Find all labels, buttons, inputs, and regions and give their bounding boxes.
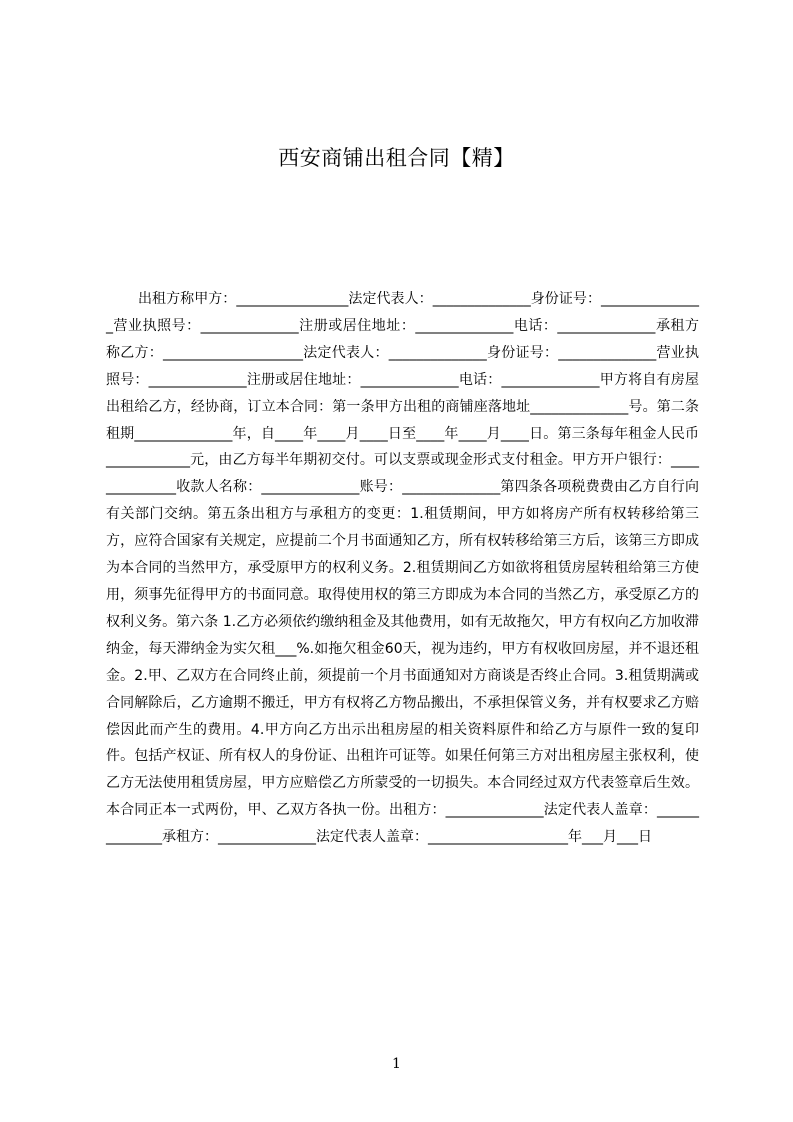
page-number: 1 [392,1056,401,1072]
document-title: 西安商铺出租合同【精】 [278,146,515,170]
contract-body: 出租方称甲方：________________法定代表人：______________身份证号：_______________营业执照号：______________注册或居住地址：______________电话：______________承租方称乙方：____________________法定代表人：______________身份证号：______________营业执照号：______________注册或居住地址：______________电话：______________甲方将自有房屋出租给乙方，经协商，订立本合同：第一条甲方出租的商铺座落地址______________号。第二条租期______________年，自____年____月____日至____年____月____日。第三条每年租金人民币____________元，由乙方每半年期初交付。可以支票或现金形式支付租金。甲方开户银行：______________收款人名称：______________账号：______________第四条各项税费费由乙方自行向有关部门交纳。第五条出租方与承租方的变更：1.租赁期间，甲方如将房产所有权转移给第三方，应符合国家有关规定，应提前二个月书面通知乙方，所有权转移给第三方后，该第三方即成为本合同的当然甲方，承受原甲方的权利义务。2.租赁期间乙方如欲将租赁房屋转租给第三方使用，须事先征得甲方的书面同意。取得使用权的第三方即成为本合同的当然乙方，承受原乙方的权利义务。第六条 1.乙方必须依约缴纳租金及其他费用，如有无故拖欠，甲方有权向乙方加收滞纳金，每天滞纳金为实欠租___%.如拖欠租金60天，视为违约，甲方有权收回房屋，并不退还租金。2.甲、乙双方在合同终止前，须提前一个月书面通知对方商谈是否终止合同。3.租赁期满或合同解除后，乙方逾期不搬迁，甲方有权将乙方物品搬出，不承担保管义务，并有权要求乙方赔偿因此而产生的费用。4.甲方向乙方出示出租房屋的相关资料原件和给乙方与原件一致的复印件。包括产权证、所有权人的身份证、出租许可证等。如果任何第三方对出租房屋主张权利，使乙方无法使用租赁房屋，甲方应赔偿乙方所蒙受的一切损失。本合同经过双方代表签章后生效。本合同正本一式两份，甲、乙双方各执一份。出租方：______________法定代表人盖章：______________承租方：______________法定代表人盖章：____________________年___月___日 [106,291,699,846]
